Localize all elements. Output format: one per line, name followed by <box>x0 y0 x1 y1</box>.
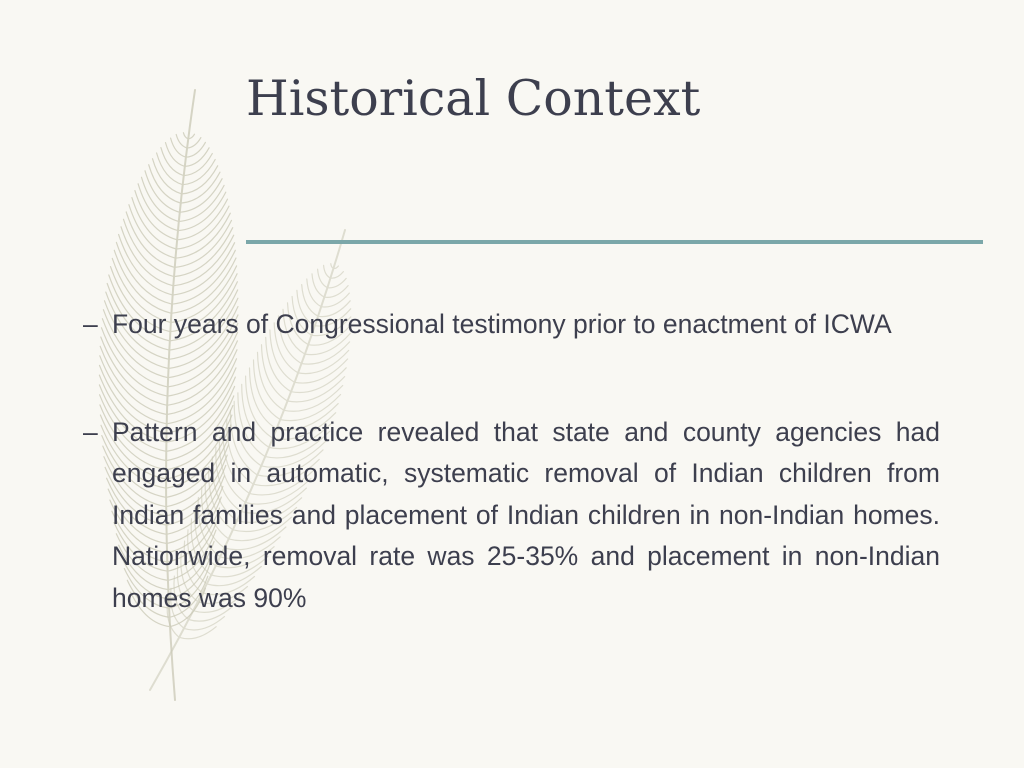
bullet-item <box>83 304 940 346</box>
bullet-text: Four years of Congressional testimony prior to enactment of ICWA <box>112 309 892 339</box>
bullet-text: Pattern and practice revealed that state and county agencies had engaged in automatic, systematic removal of Indian children from Indian families and placement of Indian children in non-Indian homes. Nationwide, removal rate was 25-35% and placement in non-Indian homes was 90% <box>112 416 940 613</box>
bullet-list <box>83 304 940 619</box>
bullet-item <box>83 412 940 620</box>
title-divider <box>246 240 983 244</box>
dash-bullet-marker: – <box>83 416 98 447</box>
dash-bullet-marker: – <box>83 309 98 339</box>
slide-title: Historical Context <box>246 70 701 127</box>
